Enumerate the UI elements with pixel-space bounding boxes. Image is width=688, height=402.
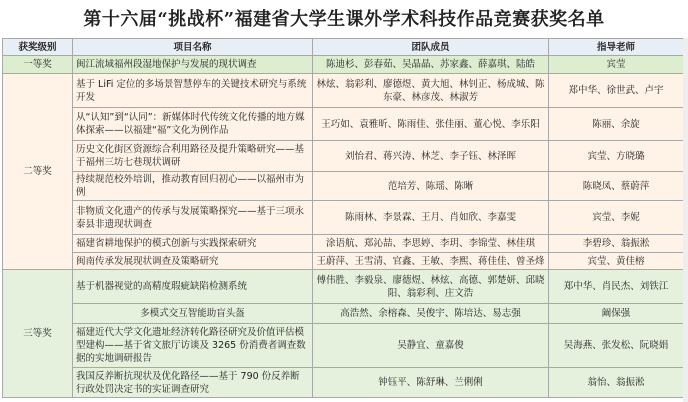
team-cell: 王蔚萍、王雪清、官鑫、王敏、李熙、蒋佳佳、曾圣烽 [313, 253, 549, 270]
scrollbar-edge[interactable] [683, 38, 688, 402]
team-cell: 陈雨林、李景霖、王月、肖如欣、李嘉雯 [313, 201, 549, 235]
advisor-cell: 宾莹、黄佳榕 [549, 253, 684, 270]
award-level-second: 二等奖 [3, 74, 73, 270]
table-row [3, 253, 684, 270]
team-cell: 高浩然、余榕森、吴俊宇、陈培达、易志强 [313, 304, 549, 324]
project-cell: 闽南传承发展现状调查及策略研究 [73, 253, 313, 270]
award-table [2, 38, 684, 398]
table-row [3, 141, 684, 172]
project-cell: 基于机器视觉的高精度瑕疵缺陷检测系统 [73, 270, 313, 304]
team-cell: 范培芳、陈瑶、陈晰 [313, 172, 549, 201]
table-row [3, 56, 684, 74]
table-row [3, 304, 684, 324]
advisor-cell: 李碧珍、翁振淞 [549, 235, 684, 253]
project-cell: 非物质文化遗产的传承与发展策略探究——基于三项永泰县非遗现状调查 [73, 201, 313, 235]
header-row [3, 39, 684, 56]
advisor-cell: 宾莹、李妮 [549, 201, 684, 235]
award-level-third: 三等奖 [3, 270, 73, 398]
table-row [3, 201, 684, 235]
table-row [3, 108, 684, 141]
advisor-cell: 吴海燕、张发松、阮晓娟 [549, 324, 684, 368]
advisor-cell: 翁怡、翁振淞 [549, 368, 684, 398]
table-row [3, 172, 684, 201]
team-cell: 王巧如、袁雅昕、陈雨佳、张佳丽、董心悦、李乐阳 [313, 108, 549, 141]
project-cell: 多模式交互智能助盲头盔 [73, 304, 313, 324]
team-cell: 钟钰平、陈舒琳、兰俐俐 [313, 368, 549, 398]
table-row [3, 324, 684, 368]
project-cell: 福建近代大学文化遗址经济转化路径研究及价值评估模型建构——基于省文旅厅访谈及 3265 份消费者调查数据的实地调研报告 [73, 324, 313, 368]
table-row [3, 235, 684, 253]
advisor-cell: 陈晓凤、蔡蔚萍 [549, 172, 684, 201]
project-cell: 从“认知”到“认同”：新媒体时代传统文化传播的地方媒体探索——以福建“福”文化为例作品 [73, 108, 313, 141]
advisor-cell: 郑中华、肖民杰、刘铁江 [549, 270, 684, 304]
project-cell: 福建省耕地保护的模式创新与实践探索研究 [73, 235, 313, 253]
table-row [3, 270, 684, 304]
header-project: 项目名称 [73, 39, 313, 56]
team-cell: 吴静宜、童嘉俊 [313, 324, 549, 368]
advisor-cell: 郑中华、徐世武、卢宇 [549, 74, 684, 108]
advisor-cell: 宾莹、方晓璐 [549, 141, 684, 172]
team-cell: 陈迪杉、彭春茹、吴晶晶、苏家鑫、薛嘉琪、陆皓 [313, 56, 549, 74]
project-cell: 基于 LiFi 定位的多场景智慧停车的关键技术研究与系统开发 [73, 74, 313, 108]
project-cell: 我国反养断抗现状及优化路径——基于 790 份反养断行政处罚决定书的实证调查研究 [73, 368, 313, 398]
team-cell: 傅伟胜、李毅泉、廖德煜、林炫、高德、郭楚妍、邱晓阳、翁彩利、庄文浩 [313, 270, 549, 304]
page-title: 第十六届“挑战杯”福建省大学生课外学术科技作品竞赛获奖名单 [83, 9, 605, 30]
advisor-cell: 阚保强 [549, 304, 684, 324]
award-level-first: 一等奖 [3, 56, 73, 74]
team-cell: 刘怡君、蒋兴涛、林芝、李子钰、林泽晖 [313, 141, 549, 172]
team-cell: 林炫、翁彩利、廖德煜、黄大旭、林钊正、杨成城、陈东豪、林彦茂、林淑芳 [313, 74, 549, 108]
table-row [3, 368, 684, 398]
project-cell: 历史文化街区资源综合利用路径及提升策略研究——基于福州三坊七巷现状调研 [73, 141, 313, 172]
team-cell: 涂语航、郑沁喆、李思婷、李玥、李锦莹、林佳琪 [313, 235, 549, 253]
advisor-cell: 宾莹 [549, 56, 684, 74]
header-level: 获奖级别 [3, 39, 73, 56]
header-advisor: 指导老师 [549, 39, 684, 56]
project-cell: 持续规范校外培训，推动教育回归初心——以福州市为例 [73, 172, 313, 201]
table-row [3, 74, 684, 108]
advisor-cell: 陈丽、余旋 [549, 108, 684, 141]
header-team: 团队成员 [313, 39, 549, 56]
project-cell: 闽江流域福州段湿地保护与发展的现状调查 [73, 56, 313, 74]
